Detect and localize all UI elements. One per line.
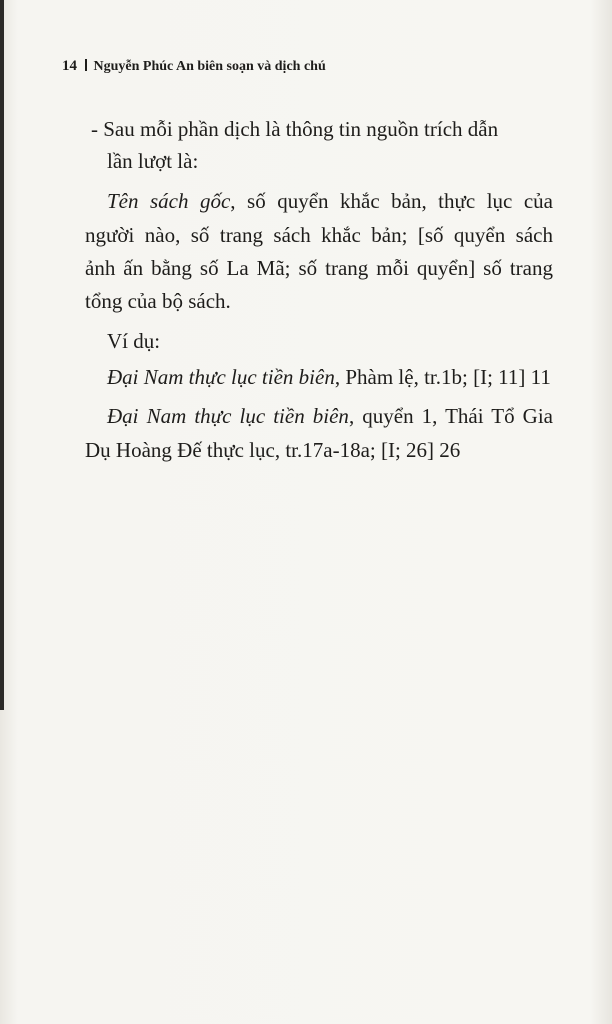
example-1-title: Đại Nam thực lục tiền biên [107, 365, 335, 389]
bullet-line-1: - Sau mỗi phần dịch là thông tin nguồn trích dẫn [91, 117, 499, 141]
page-number: 14 [62, 58, 77, 74]
running-title: Nguyễn Phúc An biên soạn và dịch chú [93, 59, 326, 74]
bullet-line-2: lần lượt là: [107, 149, 199, 173]
format-line-1-rest: , số quyển khắc bản, thực lục của [230, 189, 553, 213]
running-header [62, 58, 326, 75]
header-separator [85, 59, 87, 71]
example-2-title: Đại Nam thực lục tiền biên [107, 404, 349, 428]
format-line-3: ảnh ấn bằng số La Mã; số trang mỗi quyển] số trang [85, 256, 553, 280]
example-2-line-1 [107, 401, 553, 431]
page-edge-shadow [0, 0, 4, 710]
example-1 [107, 362, 587, 392]
format-line-1 [107, 186, 553, 216]
example-2-rest: , quyển 1, Thái Tổ Gia [348, 404, 553, 428]
example-1-rest: , Phàm lệ, tr.1b; [I; 11] 11 [334, 365, 551, 389]
example-label: Ví dụ: [107, 329, 161, 353]
format-line-4: tổng của bộ sách. [85, 289, 231, 313]
format-italic-title: Tên sách gốc [107, 189, 231, 213]
format-line-2: người nào, số trang sách khắc bản; [số quyển sách [85, 223, 553, 247]
example-2-line-2: Dụ Hoàng Đế thực lục, tr.17a-18a; [I; 26] 26 [85, 438, 461, 462]
